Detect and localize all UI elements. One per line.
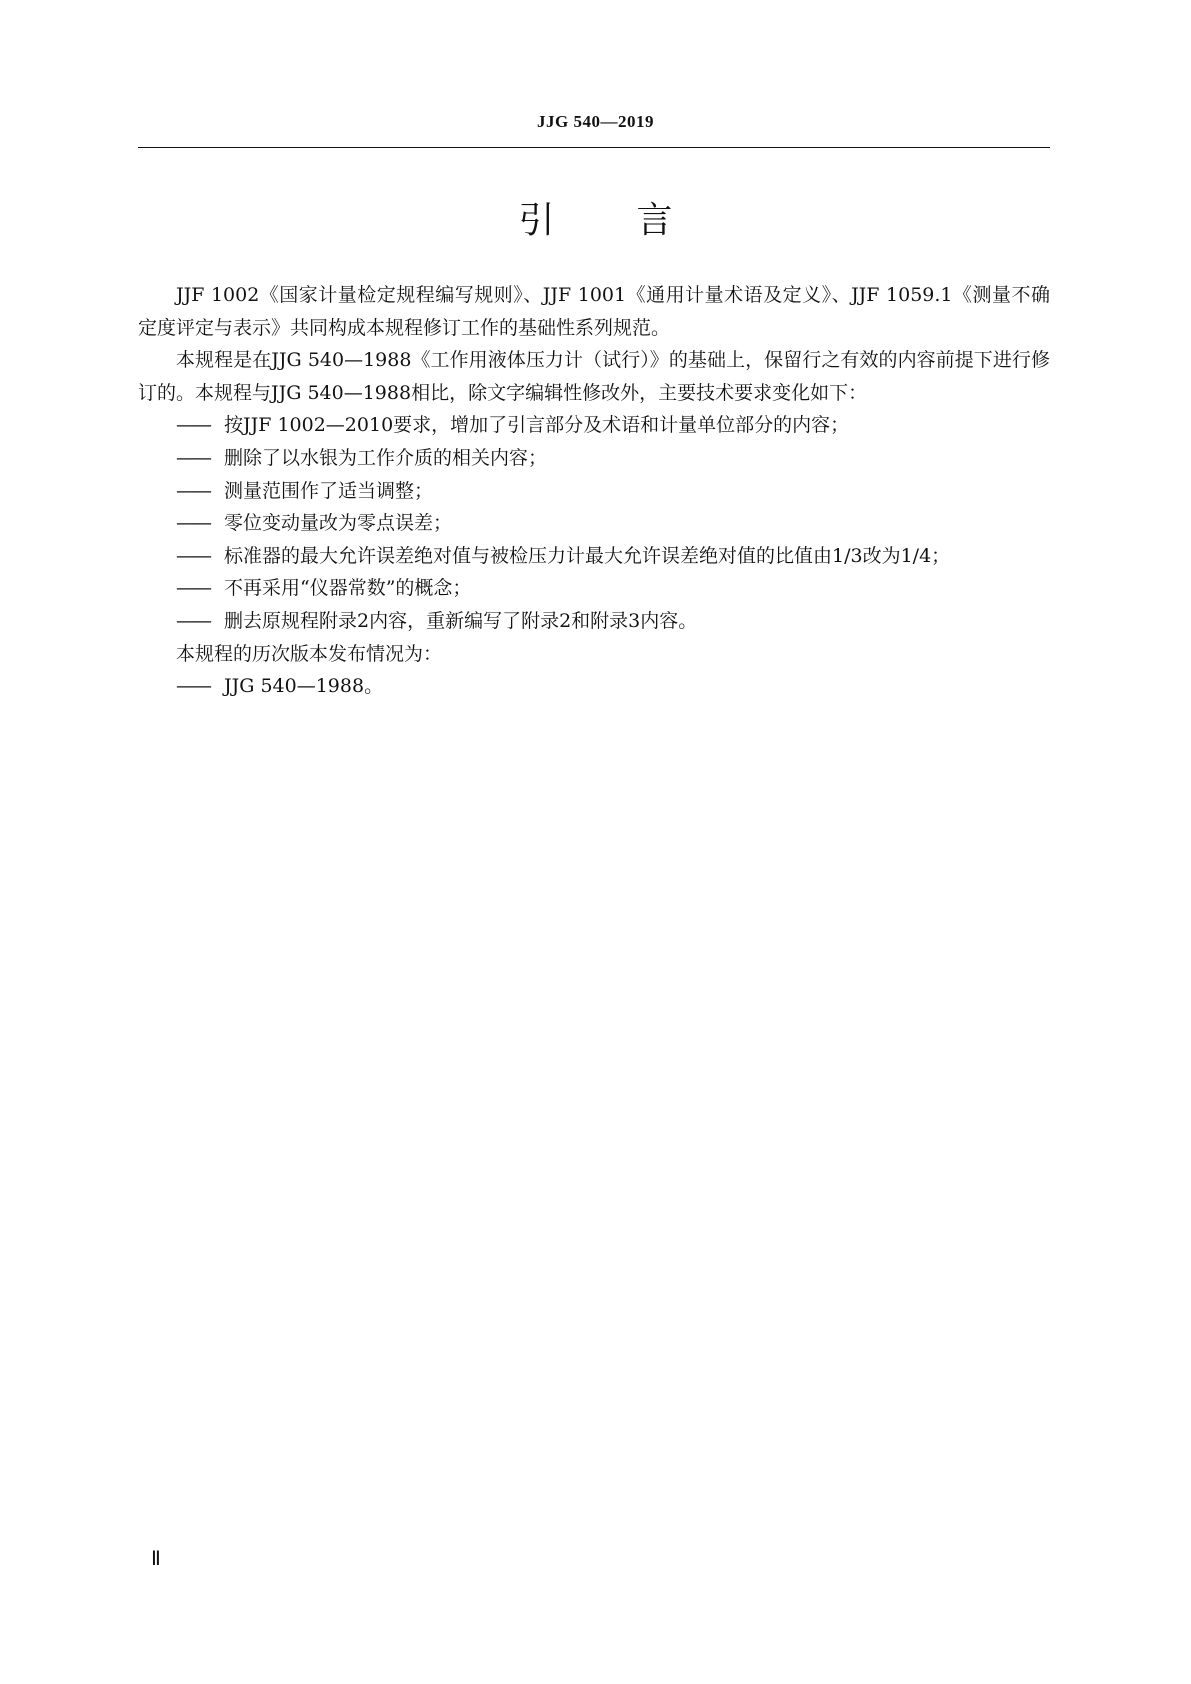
dash-marker: —— (176, 544, 210, 567)
dash-marker: —— (176, 446, 210, 469)
change-item-text: 不再采用“仪器常数”的概念； (224, 577, 472, 600)
change-item-text: 测量范围作了适当调整； (224, 479, 434, 502)
standard-code-header: JJG 540—2019 (537, 112, 654, 131)
title-char-1: 引 (518, 200, 555, 241)
change-item-text: 删去原规程附录2内容，重新编写了附录2和附录3内容。 (224, 609, 698, 632)
change-item-text: 删除了以水银为工作介质的相关内容； (224, 446, 548, 469)
dash-marker: —— (176, 479, 210, 502)
dash-marker: —— (176, 675, 210, 698)
change-item (138, 605, 1050, 638)
change-item-text: 标准器的最大允许误差绝对值与被检压力计最大允许误差绝对值的比值由1/3改为1/4； (224, 544, 951, 567)
change-item (138, 475, 1050, 508)
history-paragraph: 本规程的历次版本发布情况为： (176, 642, 443, 665)
change-item (138, 409, 1050, 442)
intro-paragraph-2: 本规程是在JJG 540—1988《工作用液体压力计（试行）》的基础上，保留行之有效的内容前提下进行修订的。本规程与JJG 540—1988相比，除文字编辑性修改外，主要技术要求变化如下： (138, 349, 1050, 404)
change-item (138, 442, 1050, 475)
page-title (0, 196, 1191, 246)
title-char-2: 言 (636, 200, 673, 241)
change-item (138, 572, 1050, 605)
history-item (138, 670, 1050, 703)
history-item-text: JJG 540—1988。 (224, 675, 384, 698)
introduction-body (138, 279, 1050, 703)
intro-paragraph-1: JJF 1002《国家计量检定规程编写规则》、JJF 1001《通用计量术语及定义》、JJF 1059.1《测量不确定度评定与表示》共同构成本规程修订工作的基础性系列规范。 (138, 284, 1050, 339)
dash-marker: —— (176, 512, 210, 535)
page-number: Ⅱ (151, 1548, 161, 1570)
change-item (138, 507, 1050, 540)
change-item (138, 540, 1050, 573)
header-rule (138, 147, 1050, 148)
change-item-text: 按JJF 1002—2010要求，增加了引言部分及术语和计量单位部分的内容； (224, 414, 850, 437)
dash-marker: —— (176, 609, 210, 632)
change-item-text: 零位变动量改为零点误差； (224, 512, 453, 535)
dash-marker: —— (176, 577, 210, 600)
dash-marker: —— (176, 414, 210, 437)
